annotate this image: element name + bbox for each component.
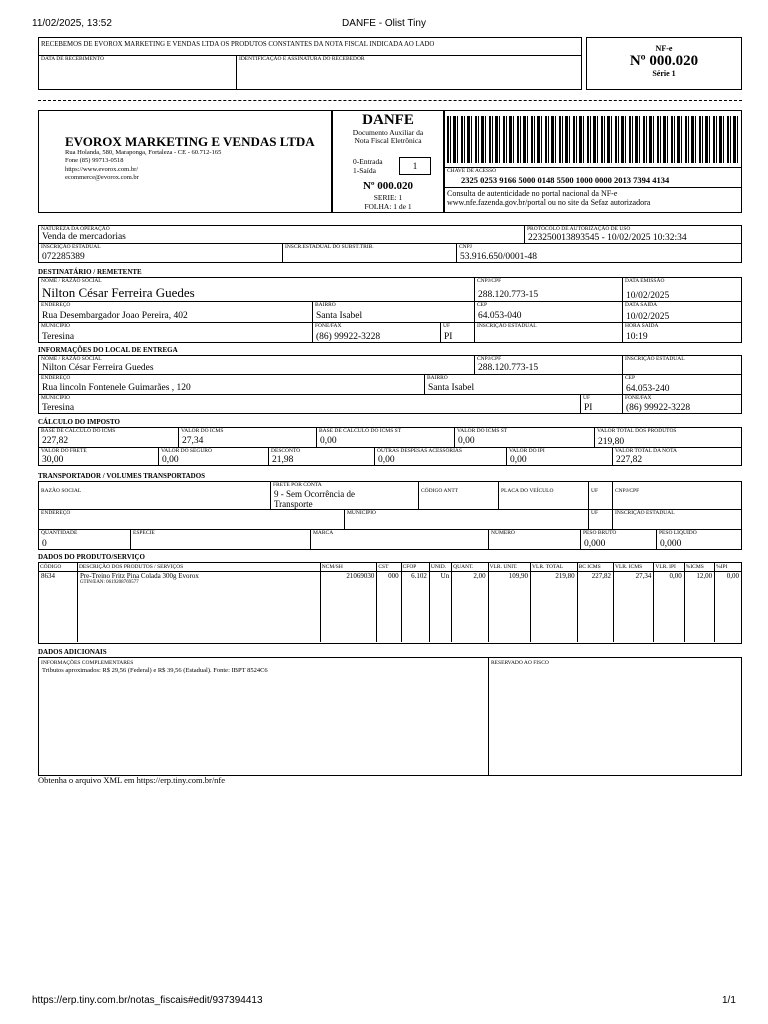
dest-emissao-label: DATA EMISSÃO	[625, 278, 665, 284]
operacao-box	[38, 225, 742, 263]
col-vicms: VLR. ICMS	[613, 563, 653, 572]
print-page: 1/1	[722, 995, 736, 1006]
tr-peso-bruto: 0,000	[584, 539, 606, 549]
dest-hora: 10:19	[626, 332, 648, 342]
xml-link[interactable]: Obtenha o arquivo XML em https://erp.tiny.com.br/nfe	[38, 775, 226, 785]
fisco-label: RESERVADO AO FISCO	[491, 660, 549, 666]
danfe-entrada: 0-Entrada	[353, 157, 383, 166]
cnpj-label: CNPJ	[459, 244, 472, 250]
tr-numero-label: NÚMERO	[491, 530, 515, 536]
destinatario-section: DESTINATÁRIO / REMETENTE	[38, 268, 142, 276]
nfe-serie: Série 1	[652, 69, 676, 78]
emitente-nome: EVOROX MARKETING E VENDAS LTDA	[65, 134, 315, 149]
emitente-endereco: Rua Holanda, 580, Maraponga, Fortaleza - CE - 60.712-165	[65, 149, 222, 156]
col-quant: QUANT.	[452, 563, 488, 572]
tr-peso-liquido-label: PESO LÍQUIDO	[659, 530, 697, 536]
imp-seguro: 0,00	[162, 455, 179, 465]
item-gtin: GTIN/EAN: 0619208769577	[79, 580, 139, 585]
protocolo-value: 223250013893545 - 10/02/2025 10:32:34	[528, 233, 687, 243]
tr-frete-label: FRETE POR CONTA	[273, 482, 322, 488]
tr-marca-label: MARCA	[313, 530, 334, 536]
item-pipi: 0,00	[726, 572, 739, 580]
chave-box	[444, 110, 742, 213]
ent-cpf: 288.120.773-15	[478, 363, 539, 373]
produtos-table	[39, 563, 741, 642]
emitente-box	[38, 110, 332, 213]
dest-saida: 10/02/2025	[626, 312, 670, 322]
imp-total-nota: 227,82	[616, 455, 643, 465]
col-unid: UNID.	[429, 563, 451, 572]
ent-bairro: Santa Isabel	[428, 383, 475, 393]
col-bc: BC ICMS	[577, 563, 613, 572]
chave-label: CHAVE DE ACESSO	[447, 168, 497, 174]
imp-desconto-label: DESCONTO	[271, 448, 301, 454]
imposto-section: CÁLCULO DO IMPOSTO	[38, 418, 120, 426]
imp-seguro-label: VALOR DO SEGURO	[161, 448, 212, 454]
data-recebimento-label: DATA DE RECEBIMENTO	[41, 56, 105, 62]
ie-value: 072285389	[42, 252, 85, 262]
item-ncm: 21069030	[320, 572, 377, 643]
ent-municipio-label: MUNICÍPIO	[41, 395, 71, 401]
imp-outras-label: OUTRAS DESPESAS ACESSÓRIAS	[377, 448, 462, 454]
item-quant: 2,00	[452, 572, 488, 643]
tr-razao-label: RAZÃO SOCIAL	[41, 488, 82, 494]
ent-uf-label: UF	[583, 395, 591, 401]
emitente-fone: Fone (85) 99713-0518	[65, 157, 124, 164]
imp-ipi-label: VALOR DO IPI	[509, 448, 545, 454]
transporte-section: TRANSPORTADOR / VOLUMES TRANSPORTADOS	[38, 472, 206, 480]
ent-cpf-label: CNPJ/CPF	[477, 356, 502, 362]
dest-uf: PI	[444, 332, 453, 342]
cut-line	[38, 100, 742, 101]
ent-endereco: Rua lincoln Fontenele Guimarães , 120	[42, 383, 191, 393]
imp-total-prod: 219,80	[598, 437, 625, 447]
ent-uf: PI	[584, 403, 593, 413]
assinatura-label: IDENTIFICAÇÃO E ASSINATURA DO RECEBEDOR	[239, 56, 365, 62]
dest-bairro: Santa Isabel	[316, 311, 363, 321]
print-url: https://erp.tiny.com.br/notas_fiscais#edit/937394413	[32, 995, 263, 1006]
danfe-folha: FOLHA: 1 de 1	[364, 202, 412, 211]
imp-total-prod-label: VALOR TOTAL DOS PRODUTOS	[597, 428, 677, 434]
item-descricao: Pre-Treino Fritz Pina Colada 300g Evorox	[79, 572, 199, 580]
item-vicms: 27,34	[613, 572, 653, 643]
danfe-subtitle: Documento Auxiliar da Nota Fiscal Eletrônica	[352, 128, 424, 145]
dest-bairro-label: BAIRRO	[315, 302, 336, 308]
danfe-box	[332, 110, 444, 213]
item-bc: 227,82	[577, 572, 613, 643]
imp-icms-st-label: VALOR DO ICMS ST	[457, 428, 508, 434]
info-text: Tributos aproximados: R$ 29,56 (Federal) e R$ 39,56 (Estadual). Fonte: IBPT 8524C6	[42, 667, 268, 674]
tr-uf2-label: UF	[591, 510, 599, 516]
ent-bairro-label: BAIRRO	[427, 375, 448, 381]
danfe-serie: SERIE: 1	[373, 193, 403, 202]
tr-endereco-label: ENDEREÇO	[41, 510, 71, 516]
imp-bc: 227,82	[42, 436, 69, 446]
produtos-box	[38, 562, 742, 644]
nfe-numero: Nº 000.020	[629, 53, 699, 69]
imp-icms: 27,34	[182, 436, 204, 446]
dest-emissao: 10/02/2025	[626, 291, 670, 301]
dest-cep-label: CEP	[477, 302, 488, 308]
imp-icms-label: VALOR DO ICMS	[181, 428, 224, 434]
destinatario-box	[38, 277, 742, 343]
cnpj-value: 53.916.650/0001-48	[460, 252, 538, 262]
col-codigo: CÓDIGO	[39, 563, 77, 572]
dest-uf-label: UF	[443, 323, 451, 329]
tr-uf-label: UF	[591, 488, 599, 494]
adicionais-section: DADOS ADICIONAIS	[38, 648, 107, 656]
dest-fone-label: FONE/FAX	[315, 323, 342, 329]
produtos-header-row	[39, 563, 741, 572]
imp-bc-st-label: BASE DE CÁLCULO DO ICMS ST	[319, 428, 402, 434]
dest-endereco-label: ENDEREÇO	[41, 302, 71, 308]
emitente-email[interactable]: ecommerce@evorox.com.br	[65, 174, 139, 181]
dest-fone: (86) 99922-3228	[316, 332, 381, 342]
canhoto	[38, 37, 582, 90]
tr-antt-label: CÓDIGO ANTT	[421, 488, 459, 494]
protocolo-label: PROTOCOLO DE AUTORIZAÇÃO DE USO	[527, 226, 631, 232]
item-picms: 12,00	[684, 572, 714, 643]
col-vipi: VLR. IPI	[654, 563, 684, 572]
print-datetime: 11/02/2025, 13:52	[32, 18, 112, 29]
barcode	[447, 116, 739, 163]
imposto-box	[38, 427, 742, 466]
danfe-tipo: 1	[399, 157, 431, 175]
canhoto-text: RECEBEMOS DE EVOROX MARKETING E VENDAS LTDA OS PRODUTOS CONSTANTES DA NOTA FISCAL INDICADA AO LADO	[41, 41, 435, 48]
col-ncm: NCM/SH	[320, 563, 377, 572]
item-cfop: 6.102	[401, 572, 429, 643]
dest-saida-label: DATA SAÍDA	[625, 302, 658, 308]
tr-frete: 9 - Sem Ocorrência de Transporte	[274, 489, 355, 509]
tr-qtd: 0	[42, 539, 47, 549]
emitente-site[interactable]: https://www.evorox.com.br/	[65, 166, 139, 173]
dest-municipio: Teresina	[42, 332, 75, 342]
tr-peso-liquido: 0,000	[660, 539, 682, 549]
ent-municipio: Teresina	[42, 403, 75, 413]
dest-cpf-label: CNPJ/CPF	[477, 278, 502, 284]
col-vtotal: VLR. TOTAL	[531, 563, 578, 572]
danfe-numero: Nº 000.020	[362, 180, 414, 192]
col-descricao: DESCRIÇÃO DOS PRODUTOS / SERVIÇOS	[77, 563, 320, 572]
tr-municipio-label: MUNICÍPIO	[347, 510, 377, 516]
item-vipi: 0,00	[654, 572, 684, 643]
imp-total-nota-label: VALOR TOTAL DA NOTA	[615, 448, 678, 454]
dest-hora-label: HORA SAÍDA	[625, 323, 659, 329]
ent-nome-label: NOME / RAZÃO SOCIAL	[41, 356, 102, 362]
ie-label: INSCRIÇÃO ESTADUAL	[41, 244, 101, 250]
danfe-title: DANFE	[362, 112, 414, 128]
ent-fone: (86) 99922-3228	[626, 403, 691, 413]
chave-value: 2325 0253 9166 5000 0148 5500 1000 0000 2013 7394 4134	[461, 175, 670, 185]
tr-peso-bruto-label: PESO BRUTO	[583, 530, 617, 536]
dest-nome: Nilton César Ferreira Guedes	[42, 285, 195, 300]
table-row	[39, 572, 741, 643]
item-cst: 000	[377, 572, 401, 643]
ie-st-label: INSCR.ESTADUAL DO SUBST.TRIB.	[285, 244, 374, 250]
print-title: DANFE - Olist Tiny	[342, 18, 426, 29]
imp-icms-st: 0,00	[458, 436, 475, 446]
ent-cep-label: CEP	[625, 375, 636, 381]
chave-consulta: Consulta de autenticidade no portal nacional da NF-e www.nfe.fazenda.gov.br/portal ou no site da Sefaz autorizadora	[447, 189, 651, 207]
imp-frete: 30,00	[42, 455, 64, 465]
adicionais-box	[38, 657, 742, 776]
item-descricao-cell	[77, 572, 320, 643]
dest-cep: 64.053-040	[478, 311, 522, 321]
ent-endereco-label: ENDEREÇO	[41, 375, 71, 381]
natureza-value: Venda de mercadorias	[42, 232, 126, 242]
imp-outras: 0,00	[378, 455, 395, 465]
col-pipi: %IPI	[715, 563, 741, 572]
imp-bc-st: 0,00	[320, 436, 337, 446]
danfe-saida: 1-Saída	[353, 166, 376, 175]
entrega-section: INFORMAÇÕES DO LOCAL DE ENTREGA	[38, 346, 178, 354]
ent-fone-label: FONE/FAX	[625, 395, 652, 401]
imp-bc-label: BASE DE CÁLCULO DO ICMS	[41, 428, 116, 434]
col-cst: CST	[377, 563, 401, 572]
info-label: INFORMAÇÕES COMPLEMENTARES	[41, 660, 134, 666]
item-vtotal: 219,80	[531, 572, 578, 643]
dest-nome-label: NOME / RAZÃO SOCIAL	[41, 278, 102, 284]
tr-placa-label: PLACA DO VEÍCULO	[501, 488, 554, 494]
item-codigo: 8634	[39, 572, 77, 643]
dest-municipio-label: MUNICÍPIO	[41, 323, 71, 329]
imp-frete-label: VALOR DO FRETE	[41, 448, 87, 454]
col-picms: %ICMS	[684, 563, 714, 572]
tr-ie-label: INSCRIÇÃO ESTADUAL	[615, 510, 675, 516]
transporte-box	[38, 481, 742, 550]
ent-ie-label: INSCRIÇÃO ESTADUAL	[625, 356, 685, 362]
tr-cnpj-label: CNPJ/CPF	[615, 488, 640, 494]
item-vunit: 109,90	[488, 572, 530, 643]
nfe-label: NF-e	[655, 44, 673, 53]
ent-cep: 64.053-240	[626, 384, 670, 394]
ent-nome: Nilton César Ferreira Guedes	[42, 363, 154, 373]
produtos-section: DADOS DO PRODUTO/SERVIÇO	[38, 553, 145, 561]
dest-ie-label: INSCRIÇÃO ESTADUAL	[477, 323, 537, 329]
item-unid: Un	[429, 572, 451, 643]
imp-ipi: 0,00	[510, 455, 527, 465]
tr-especie-label: ESPÉCIE	[133, 530, 155, 536]
col-cfop: CFOP	[401, 563, 429, 572]
natureza-label: NATUREZA DA OPERAÇÃO	[41, 226, 110, 232]
imp-desconto: 21,98	[272, 455, 294, 465]
tr-qtd-label: QUANTIDADE	[41, 530, 78, 536]
dest-cpf: 288.120.773-15	[478, 290, 539, 300]
canhoto-nfe	[586, 37, 742, 90]
dest-endereco: Rua Desembargador Joao Pereira, 402	[42, 311, 188, 321]
entrega-box	[38, 355, 742, 414]
col-vunit: VLR. UNIT.	[488, 563, 530, 572]
